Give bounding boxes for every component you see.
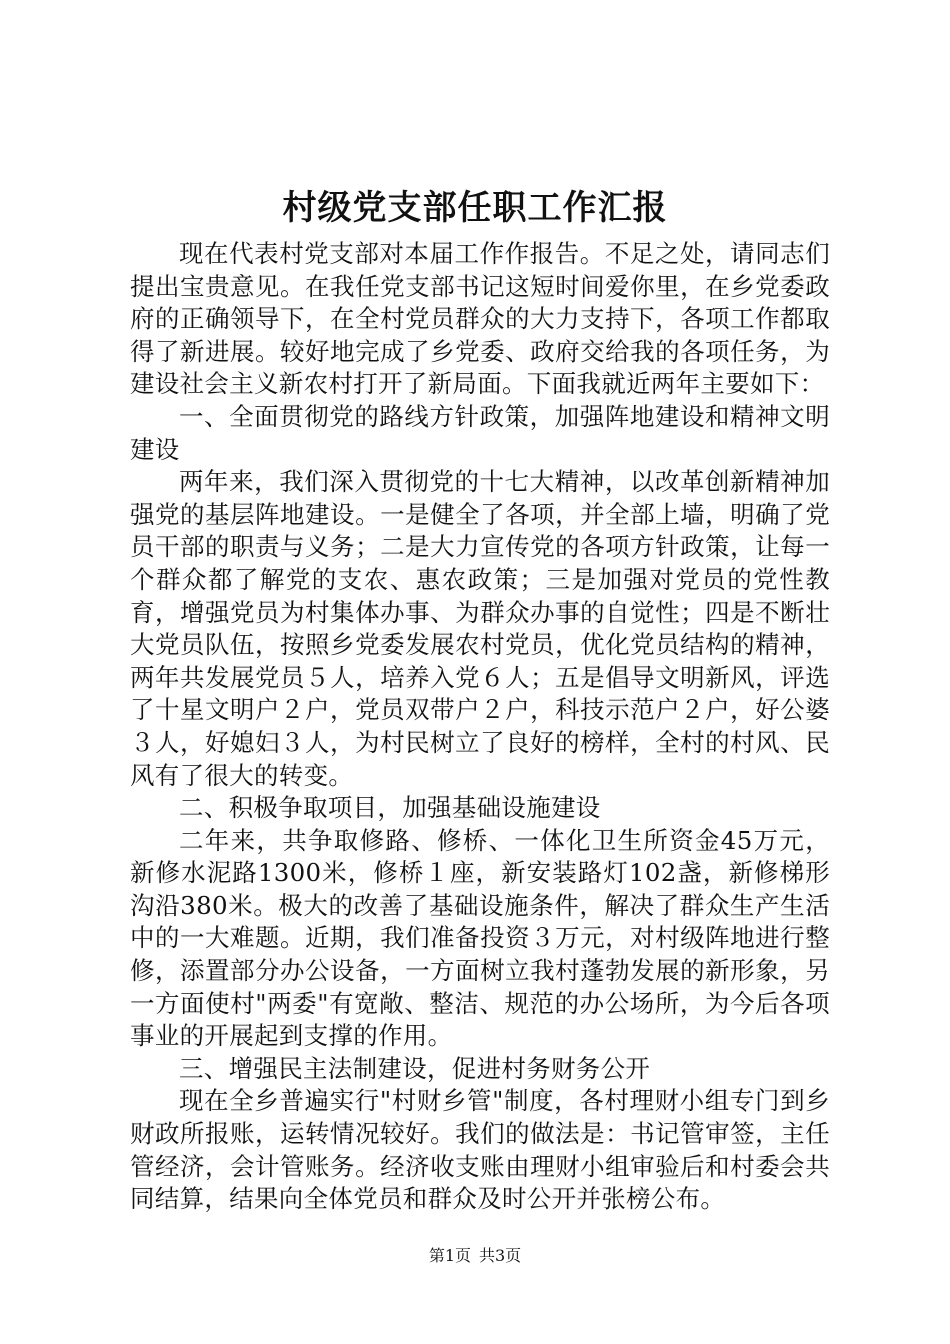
page-number: 第1页 <box>428 1246 471 1265</box>
section-heading-2: 二、积极争取项目，加强基础设施建设 <box>179 793 601 823</box>
page-total: 共3页 <box>479 1246 522 1265</box>
intro-paragraph: 现在代表村党支部对本届工作作报告。不足之处，请同志们提出宝贵意见。在我任党支部书记这短时间爱你里，在乡党委政府的正确领导下，在全村党员群众的大力支持下，各项工作都取得了新进展。较好地完成了乡党委、政府交给我的各项任务，为建设社会主义新农村打开了新局面。下面我就近两年主要如下： <box>130 239 830 399</box>
section-heading-3: 三、增强民主法制建设，促进村务财务公开 <box>179 1053 651 1083</box>
section-heading-1: 一、全面贯彻党的路线方针政策，加强阵地建设和精神文明建设 <box>130 401 830 464</box>
document-title: 村级党支部任职工作汇报 <box>282 188 668 228</box>
page-footer <box>0 1244 950 1268</box>
section-2-paragraph: 二年来，共争取修路、修桥、一体化卫生所资金45万元，新修水泥路1300米，修桥１座，新安装路灯102盏，新修梯形沟沿380米。极大的改善了基础设施条件，解决了群众生产生活中的一大难题。近期，我们准备投资３万元，对村级阵地进行整修，添置部分办公设备，一方面树立我村蓬勃发展的新形象，另一方面使村"两委"有宽敞、整洁、规范的办公场所，为今后各项事业的开展起到支撑的作用。 <box>130 825 830 1051</box>
section-3-paragraph: 现在全乡普遍实行"村财乡管"制度，各村理财小组专门到乡财政所报账，运转情况较好。我们的做法是：书记管审签，主任管经济，会计管账务。经济收支账由理财小组审验后和村委会共同结算，结果向全体党员和群众及时公开并张榜公布。 <box>130 1086 830 1214</box>
section-1-paragraph: 两年来，我们深入贯彻党的十七大精神，以改革创新精神加强党的基层阵地建设。一是健全了各项，并全部上墙，明确了党员干部的职责与义务；二是大力宣传党的各项方针政策，让每一个群众都了解党的支农、惠农政策；三是加强对党员的党性教育，增强党员为村集体办事、为群众办事的自觉性；四是不断壮大党员队伍，按照乡党委发展农村党员，优化党员结构的精神，两年共发展党员５人，培养入党６人；五是倡导文明新风，评选了十星文明户２户，党员双带户２户，科技示范户２户，好公婆３人，好媳妇３人，为村民树立了良好的榜样，全村的村风、民风有了很大的转变。 <box>130 467 830 790</box>
document-body <box>130 238 830 1216</box>
